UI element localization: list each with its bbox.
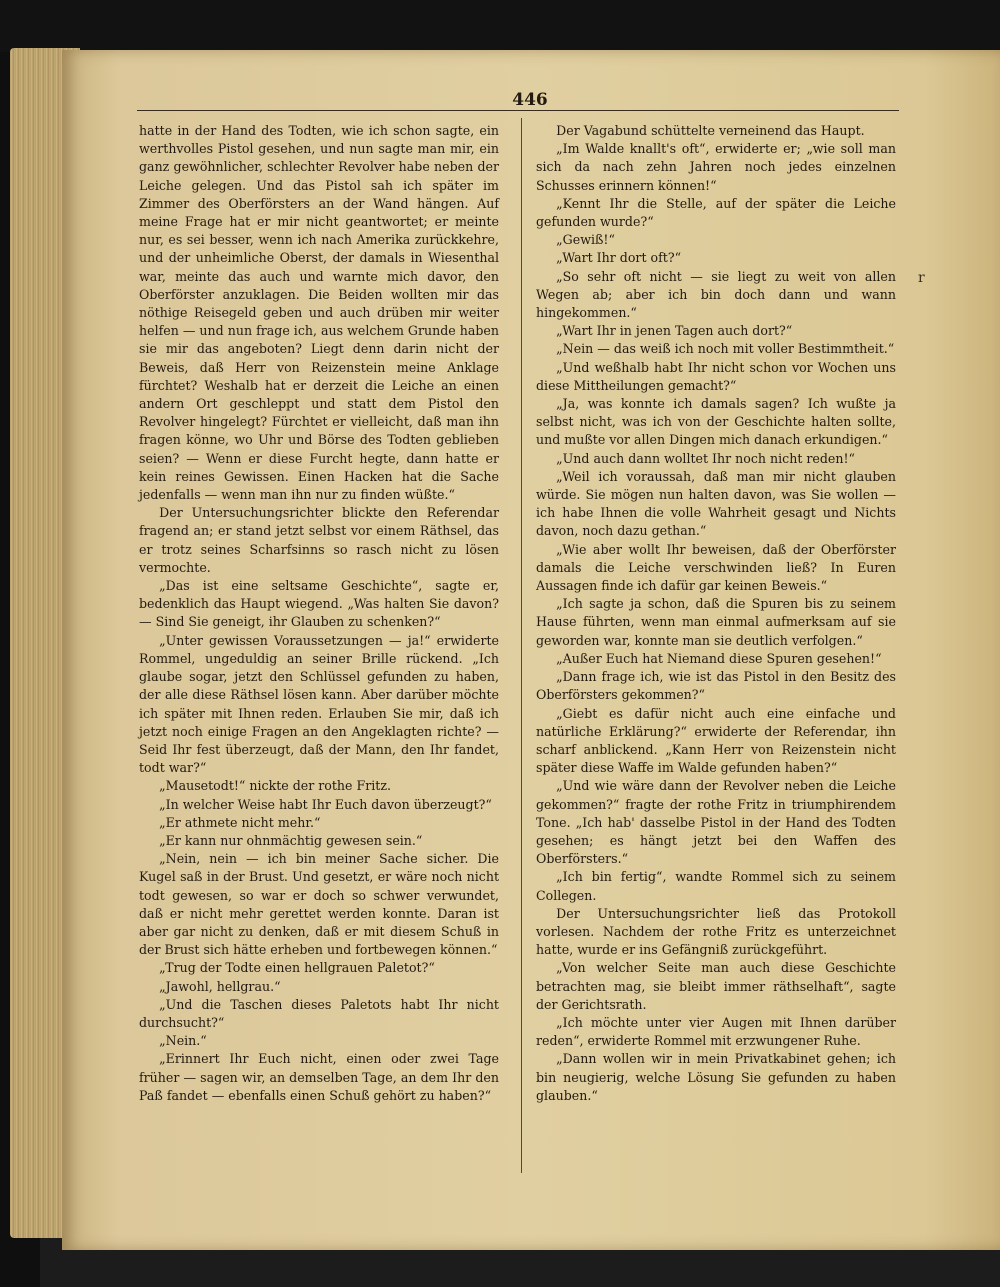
paragraph: „Und wie wäre dann der Revolver neben die Leiche gekommen?“ fragte der rothe Fritz in triumphirendem Tone. „Ich hab' dasselbe Pistol in der Hand des Todten gesehen; es hängt jetzt bei den Waffen des Oberförsters.“ — [536, 778, 896, 867]
paragraph: Der Untersuchungsrichter ließ das Protokoll vorlesen. Nachdem der rothe Fritz es unterzeichnet hatte, wurde er ins Gefängniß zurückgeführt. — [536, 905, 896, 958]
paragraph: „Dann frage ich, wie ist das Pistol in den Besitz des Oberförsters gekommen?“ — [536, 669, 896, 703]
paragraph: „Wart Ihr in jenen Tagen auch dort?“ — [556, 323, 793, 339]
paragraph: „Mausetodt!“ nickte der rothe Fritz. — [159, 778, 391, 794]
paragraph: „So sehr oft nicht — sie liegt zu weit von allen Wegen ab; aber ich bin doch dann und wann hingekommen.“ — [536, 268, 896, 321]
paragraph: „Von welcher Seite man auch diese Geschichte betrachten mag, sie bleibt immer räthselhaft“, sagte der Gerichtsrath. — [536, 960, 896, 1012]
paragraph: „Weil ich voraussah, daß man mir nicht glauben würde. Sie mögen nun halten davon, was Sie wollen — ich habe Ihnen die volle Wahrheit gesagt und Nichts davon, noch dazu gethan.“ — [536, 468, 896, 539]
paragraph: Der Untersuchungsrichter blickte den Referendar fragend an; er stand jetzt selbst vor einem Räthsel, das er trotz seines Scharfsinns so rasch nicht zu lösen vermochte. — [139, 505, 499, 575]
paragraph: „Ich bin fertig“, wandte Rommel sich zu seinem Collegen. — [536, 869, 896, 903]
paragraph: „Ich sagte ja schon, daß die Spuren bis zu seinem Hause führten, wenn man einmal aufmerksam auf sie geworden war, konnte man sie deutlich verfolgen.“ — [536, 596, 896, 648]
paragraph: hatte in der Hand des Todten, wie ich schon sagte, ein werthvolles Pistol gesehen, und nun sagte man mir, ein ganz gewöhnlicher, schlechter Revolver habe neben der Leiche gelegen. Und das Pistol sah ich später im Zimmer des Oberförsters an der Wand hängen. Auf meine Frage hat er mir nicht geantwortet; er meinte nur, es sei besser, wenn ich nach Amerika zurückkehre, und der unheimliche Oberst, der damals in Wiesenthal war, meinte das auch und warnte mich davor, den Oberförster anzuklagen. Die Beiden wollten mir das nöthige Reisegeld geben und auch drüben mir weiter helfen — und nun frage ich, aus welchem Grunde haben sie mir das angeboten? Liegt denn darin nicht der Beweis, daß Herr von Reizenstein meine Anklage fürchtet? Weshalb hat er derzeit die Leiche an einen andern Ort geschleppt und statt dem Pistol den Revolver hingelegt? Fürchtet er vielleicht, daß man ihn fragen könne, wo Uhr und Börse des Todten geblieben seien? — Wenn er diese Furcht hegte, dann hatte er kein reines Gewissen. Einen Hacken hat die Sache jedenfalls — wenn man ihn nur zu finden wüßte.“ — [139, 123, 499, 503]
paragraph: „Und auch dann wolltet Ihr noch nicht reden!“ — [556, 450, 855, 466]
paragraph: „Nein.“ — [159, 1033, 207, 1049]
paragraph: „Nein — das weiß ich noch mit voller Bestimmtheit.“ — [556, 341, 895, 357]
paragraph: „In welcher Weise habt Ihr Euch davon überzeugt?“ — [159, 796, 492, 812]
paragraph: „Dann wollen wir in mein Privatkabinet gehen; ich bin neugierig, welche Lösung Sie gefunden zu haben glauben.“ — [536, 1051, 896, 1103]
paragraph: „Kennt Ihr die Stelle, auf der später die Leiche gefunden wurde?“ — [536, 195, 896, 230]
paragraph: „Unter gewissen Voraussetzungen — ja!“ erwiderte Rommel, ungeduldig an seiner Brille rückend. „Ich glaube sogar, jetzt den Schlüssel gefunden zu haben, der alle diese Räthsel lösen kann. Aber darüber möchte ich später mit Ihnen reden. Erlauben Sie mir, daß ich jetzt noch einige Fragen an den Angeklagten richte? — Seid Ihr fest überzeugt, daß der Mann, den Ihr fandet, todt war?“ — [139, 632, 499, 776]
paragraph: „Giebt es dafür nicht auch eine einfache und natürliche Erklärung?“ erwiderte der Referendar, ihn scharf anblickend. „Kann Herr von Reizenstein nicht später diese Waffe im Walde gefunden haben?“ — [536, 705, 896, 776]
paragraph: „Das ist eine seltsame Geschichte“, sagte er, bedenklich das Haupt wiegend. „Was halten Sie davon? — Sind Sie geneigt, ihr Glauben zu schenken?“ — [139, 578, 499, 630]
paragraph: Der Vagabund schüttelte verneinend das Haupt. — [556, 123, 865, 138]
paragraph: „Jawohl, hellgrau.“ — [159, 978, 281, 994]
paragraph: „Erinnert Ihr Euch nicht, einen oder zwei Tage früher — sagen wir, an demselben Tage, an dem Ihr den Paß fandet — ebenfalls einen Schuß gehört zu haben?“ — [139, 1051, 499, 1103]
paragraph: „Er athmete nicht mehr.“ — [159, 814, 321, 830]
right-text-column — [536, 122, 896, 1105]
paragraph: „Und die Taschen dieses Paletots habt Ihr nicht durchsucht?“ — [139, 996, 499, 1030]
paragraph: „Und weßhalb habt Ihr nicht schon vor Wochen uns diese Mittheilungen gemacht?“ — [536, 359, 896, 393]
paragraph: „Nein, nein — ich bin meiner Sache sicher. Die Kugel saß in der Brust. Und gesetzt, er wäre noch nicht todt gewesen, so war er doch so schwer verwundet, daß er nicht mehr gerettet werden konnte. Daran ist aber gar nicht zu denken, daß er mit diesem Schuß in der Brust sich hätte erheben und fortbewegen können.“ — [139, 851, 499, 958]
paragraph: „Ich möchte unter vier Augen mit Ihnen darüber reden“, erwiderte Rommel mit erzwungener Ruhe. — [536, 1014, 896, 1049]
left-text-column — [139, 122, 499, 1105]
header-rule — [137, 110, 899, 111]
paragraph: „Wart Ihr dort oft?“ — [556, 250, 682, 266]
paragraph: „Trug der Todte einen hellgrauen Paletot?“ — [159, 960, 435, 976]
marginal-mark: r — [918, 270, 925, 286]
scan-background-top — [0, 0, 1000, 52]
paragraph: „Ja, was konnte ich damals sagen? Ich wußte ja selbst nicht, was ich von der Geschichte halten sollte, und mußte vor allen Dingen mich danach erkundigen.“ — [536, 396, 896, 448]
column-divider — [521, 118, 522, 1173]
paragraph: „Gewiß!“ — [556, 232, 615, 248]
page-number: 446 — [512, 90, 548, 110]
paragraph: „Er kann nur ohnmächtig gewesen sein.“ — [159, 832, 423, 848]
paragraph: „Außer Euch hat Niemand diese Spuren gesehen!“ — [556, 650, 882, 666]
paragraph: „Im Walde knallt's oft“, erwiderte er; „wie soll man sich da nach zehn Jahren noch jedes einzelnen Schusses erinnern können!“ — [536, 141, 896, 193]
paragraph: „Wie aber wollt Ihr beweisen, daß der Oberförster damals die Leiche verschwinden ließ? In Euren Aussagen finde ich dafür gar keinen Beweis.“ — [536, 541, 896, 594]
